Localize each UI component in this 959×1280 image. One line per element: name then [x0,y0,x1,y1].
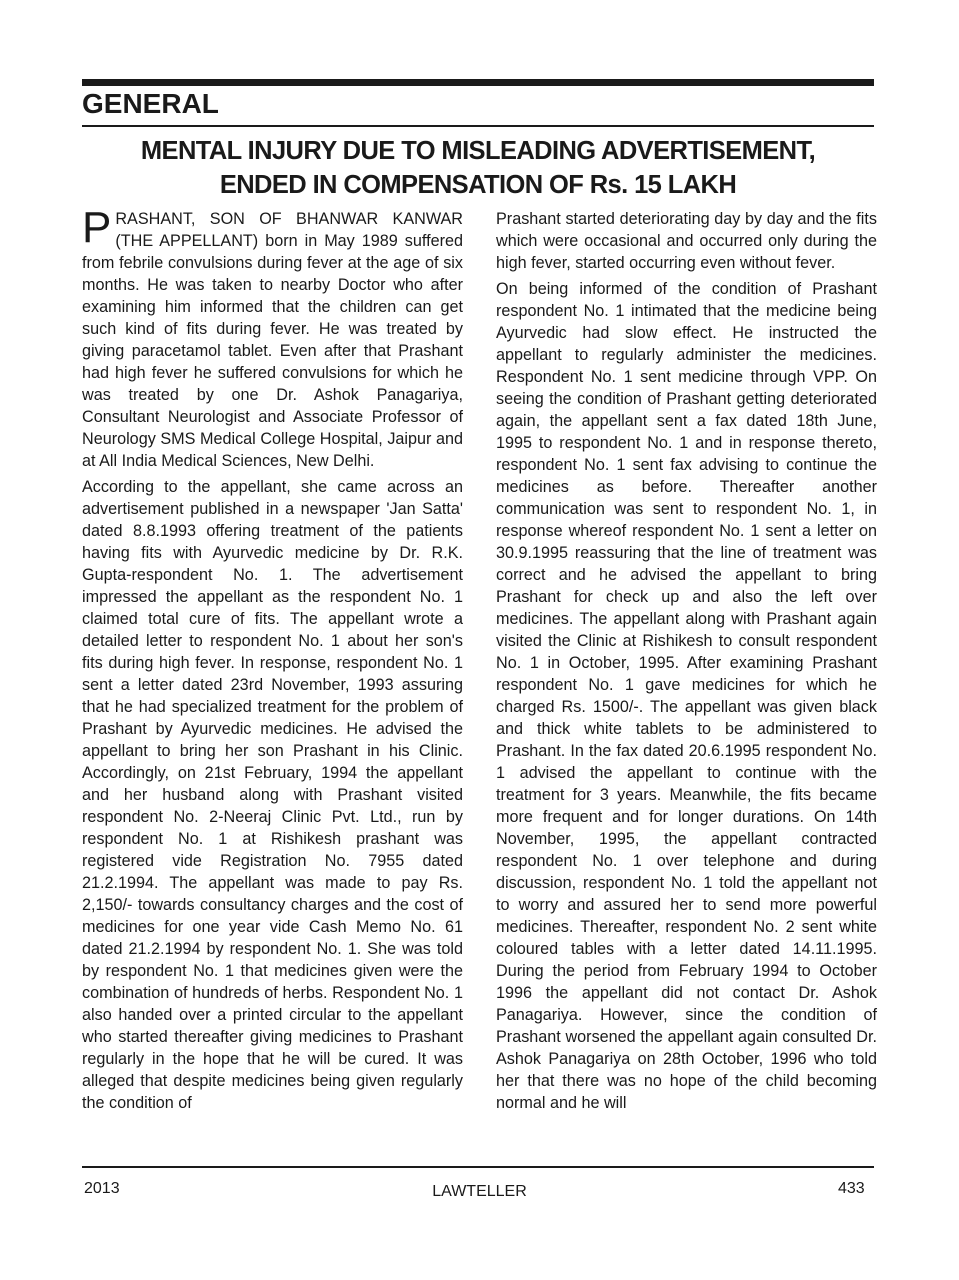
footer-page-number: 433 [838,1180,865,1197]
top-rule [82,79,874,86]
paragraph: According to the appellant, she came across an advertisement published in a newspaper 'Jan Satta' dated 8.8.1993 offering treatment of the patients having fits with Ayurvedic medicine by Dr. R.K. Gupta-respondent No. 1. The advertisement impressed the appellant as the respondent No. 1 claimed total cure of fits. The appellant wrote a detailed letter to respondent No. 1 about her son's fits during high fever. In response, respondent No. 1 sent a letter dated 23rd November, 1993 assuring that he had specialized treatment for the problem of Prashant by Ayurvedic medicines. He advised the appellant to bring her son Prashant in his Clinic. Accordingly, on 21st February, 1994 the appellant and her husband along with Prashant visited respondent No. 2-Neeraj Clinic Pvt. Ltd., run by respondent No. 1 at Rishikesh prashant was registered vide Registration No. 7955 dated 21.2.1994. The appellant was made to pay Rs. 2,150/- towards consultancy charges and the cost of medicines for one year vide Cash Memo No. 61 dated 21.2.1994 by respondent No. 1. She was told by respondent No. 1 that medicines given were the combination of hundreds of herbs. Respondent No. 1 also handed over a printed circular to the appellant who started thereafter giving medicines to Prashant regularly in the hope that he will be cured. It was alleged that despite medicines being given regularly the condition of [82,478,463,1112]
section-heading: GENERAL [82,88,219,119]
left-column [82,203,463,1118]
heading-divider [82,125,874,127]
footer-publication: LAWTELLER [432,1183,527,1200]
headline-line-1: MENTAL INJURY DUE TO MISLEADING ADVERTISEMENT, [140,137,816,165]
paragraph: On being informed of the condition of Prashant respondent No. 1 intimated that the medicine being Ayurvedic had slow effect. He instructed the appellant to regularly administer the medicines. Respondent No. 1 sent medicine through VPP. On seeing the condition of Prashant getting deteriorated again, the appellant sent a fax dated 18th June, 1995 to respondent No. 1 and in response thereto, respondent No. 1 sent fax advising to continue the medicines as before. Thereafter another communication was sent to respondent No. 1, in response whereof respondent No. 1 sent a letter on 30.9.1995 reassuring that the line of treatment was correct and he advised the appellant to bring Prashant for check up and also the left over medicines. The appellant along with Prashant again visited the Clinic at Rishikesh to consult respondent No. 1 in October, 1995. After examining Prashant respondent No. 1 gave medicines for which he charged Rs. 1500/-. The appellant was given black and thick white tablets to be administered to Prashant. In the fax dated 20.6.1995 respondent No. 1 advised the appellant to continue with the treatment for 3 years. Meanwhile, the fits became more frequent and for longer durations. On 14th November, 1995, the appellant contracted respondent No. 1 over telephone and during discussion, respondent No. 1 told the appellant not to worry and assured her to send more powerful medicines. Thereafter, respondent No. 2 sent white coloured tables with a letter dated 14.11.1995. During the period from February 1994 to October 1996 the appellant did not contact Dr. Ashok Panagariya. However, since the condition of Prashant worsened the appellant again consulted Dr. Ashok Panagariya on 28th October, 1996 who told her that there was no hope of the child becoming normal and he will [496,280,877,1112]
paragraph-text: RASHANT, SON OF BHANWAR KANWAR (THE APPELLANT) born in May 1989 suffered from febrile convulsions during fever at the age of six months. He was taken to nearby Doctor who after examining him informed that the children can get such kind of fits during fever. He was treated by giving paracetamol tablet. Even after that Prashant had high fever he suffered convulsions for which he was treated by one Dr. Ashok Panagariya, Consultant Neurologist and Associate Professor of Neurology SMS Medical College Hospital, Jaipur and at All India Medical Sciences, New Delhi. [82,210,463,470]
footer-year: 2013 [84,1180,120,1197]
drop-cap: P [82,203,112,252]
article-headline [82,134,874,202]
paragraph: Prashant started deteriorating day by day and the fits which were occasional and occurred only during the high fever, started occurring even without fever. [496,210,877,272]
paragraph [82,203,463,472]
headline-line-2: ENDED IN COMPENSATION OF Rs. 15 LAKH [219,171,737,199]
right-column [496,208,877,1118]
footer-rule [82,1166,874,1168]
